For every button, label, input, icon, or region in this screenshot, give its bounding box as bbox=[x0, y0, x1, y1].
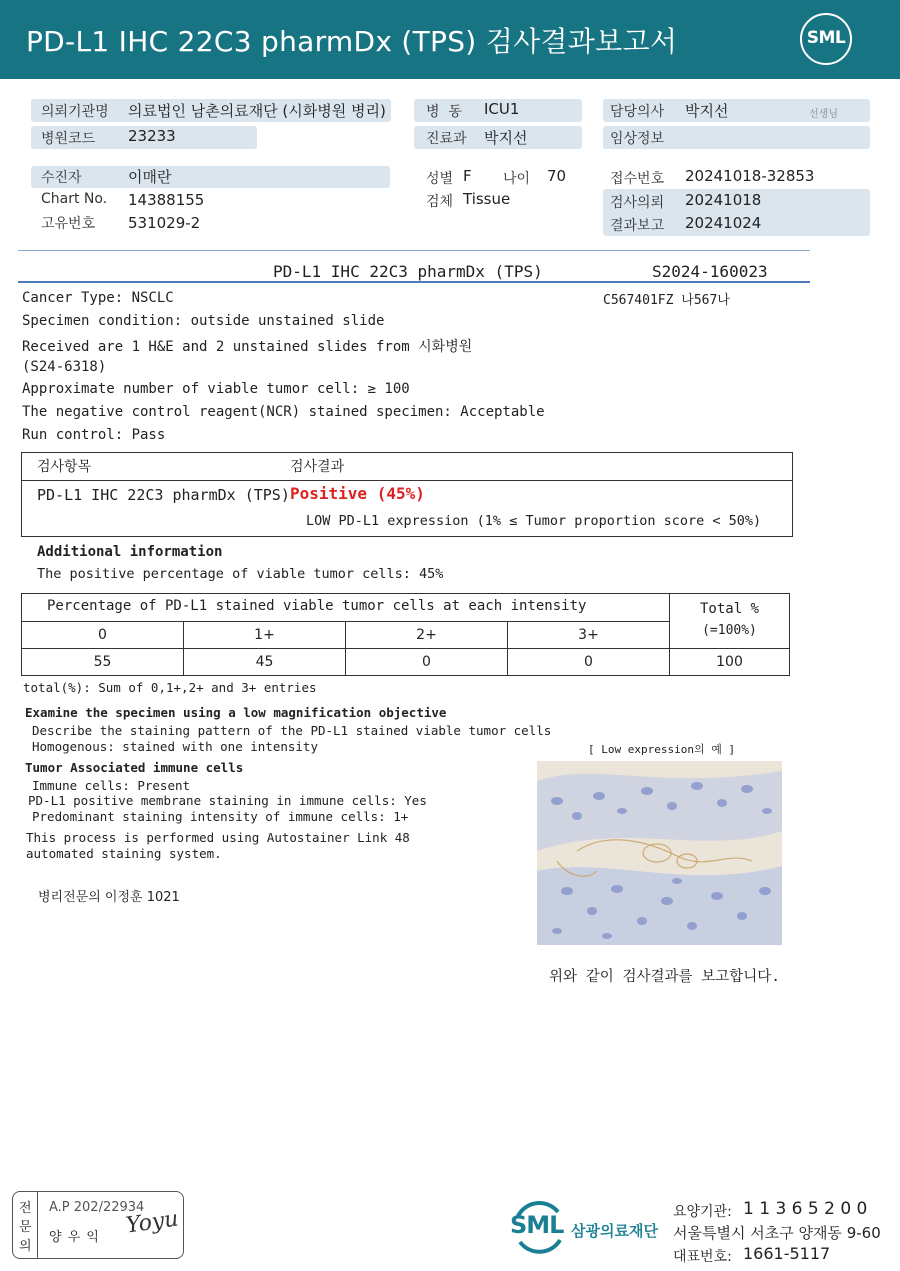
patient-label: 수진자 bbox=[41, 170, 82, 186]
report-line: The negative control reagent(NCR) stained specimen: Acceptable bbox=[22, 404, 545, 420]
title-rule-top bbox=[18, 250, 810, 251]
stamp-side-char: 의 bbox=[19, 1239, 32, 1254]
stamp-ap: A.P 202/22934 bbox=[49, 1200, 145, 1215]
intensity-col-header: 0 bbox=[21, 621, 184, 649]
report-date-value: 20241024 bbox=[685, 214, 762, 232]
footer-logo-text: SML bbox=[510, 1211, 564, 1239]
examine-line: Homogenous: stained with one intensity bbox=[32, 739, 318, 754]
code-right: C567401FZ 나567나 bbox=[603, 293, 730, 308]
signature: Yoyu bbox=[124, 1206, 180, 1239]
additional-title: Additional information bbox=[37, 544, 223, 560]
receipt-label: 접수번호 bbox=[610, 171, 665, 187]
report-line: (S24-6318) bbox=[22, 359, 107, 375]
doctor-suffix: 선생님 bbox=[809, 109, 838, 120]
sml-logo-text: SML bbox=[806, 28, 846, 48]
result-value: Positive (45%) bbox=[290, 484, 425, 503]
facility-code-label: 요양기관: bbox=[673, 1204, 732, 1220]
image-caption: [ Low expression의 예 ] bbox=[588, 743, 736, 756]
department-value: 박지선 bbox=[484, 129, 528, 147]
institution-label: 의뢰기관명 bbox=[41, 104, 109, 120]
result-box-divider bbox=[21, 480, 793, 481]
chart-value: 14388155 bbox=[128, 191, 205, 209]
stamp-divider bbox=[37, 1191, 38, 1259]
sml-logo bbox=[800, 13, 852, 65]
pathologist: 병리전문의 이정훈 1021 bbox=[38, 890, 180, 905]
ward-value: ICU1 bbox=[484, 100, 520, 118]
stamp-side-char: 문 bbox=[19, 1220, 32, 1235]
ward-label: 병 동 bbox=[426, 104, 462, 120]
report-line: Specimen condition: outside unstained slide bbox=[22, 313, 385, 329]
total-value-cell: 100 bbox=[669, 648, 790, 676]
id-label: 고유번호 bbox=[41, 216, 96, 232]
hospital-code-value: 23233 bbox=[128, 127, 176, 145]
immune-title: Tumor Associated immune cells bbox=[25, 760, 244, 775]
sex-label: 성별 bbox=[426, 171, 454, 187]
phone-value: 1661-5117 bbox=[743, 1244, 831, 1263]
title-rule-bottom bbox=[18, 281, 810, 283]
age-value: 70 bbox=[547, 167, 567, 185]
footer-sml-logo bbox=[510, 1198, 564, 1253]
report-line: Received are 1 H&E and 2 unstained slides from 시화병원 bbox=[22, 339, 473, 355]
immune-line: PD-L1 positive membrane staining in immune cells: Yes bbox=[28, 793, 427, 808]
total-note: total(%): Sum of 0,1+,2+ and 3+ entries bbox=[23, 680, 317, 695]
specimen-value: Tissue bbox=[463, 190, 511, 208]
immune-line: Predominant staining intensity of immune cells: 1+ bbox=[32, 809, 409, 824]
patient-value: 이매란 bbox=[128, 168, 172, 186]
intensity-value-cell: 0 bbox=[345, 648, 508, 676]
id-value: 531029-2 bbox=[128, 214, 201, 232]
address: 서울특별시 서초구 양재동 9-60 bbox=[673, 1224, 881, 1242]
patient-bar bbox=[31, 166, 390, 188]
ihc-stain-svg bbox=[537, 761, 782, 945]
department-label: 진료과 bbox=[426, 131, 467, 147]
intensity-col-header: 3+ bbox=[507, 621, 670, 649]
examine-line: Describe the staining pattern of the PD-L1 stained viable tumor cells bbox=[32, 723, 552, 738]
result-note: LOW PD-L1 expression (1% ≤ Tumor proportion score < 50%) bbox=[306, 513, 762, 529]
process-line: automated staining system. bbox=[26, 846, 222, 861]
report-line: Cancer Type: NSCLC bbox=[22, 290, 174, 306]
phone-label: 대표번호: bbox=[673, 1249, 732, 1265]
receipt-value: 20241018-32853 bbox=[685, 167, 815, 185]
intensity-header: Percentage of PD-L1 stained viable tumor cells at each intensity bbox=[47, 598, 587, 614]
org-name: 삼광의료재단 bbox=[571, 1222, 658, 1240]
request-value: 20241018 bbox=[685, 191, 762, 209]
total-header: Total % bbox=[699, 601, 759, 617]
closing-statement: 위와 같이 검사결과를 보고합니다. bbox=[549, 969, 781, 985]
total-sub: (=100%) bbox=[702, 623, 757, 638]
request-label: 검사의뢰 bbox=[610, 195, 665, 211]
hospital-code-label: 병원코드 bbox=[41, 131, 96, 147]
stamp-side-char: 전 bbox=[19, 1201, 32, 1216]
examine-title: Examine the specimen using a low magnification objective bbox=[25, 705, 447, 720]
doctor-value: 박지선 bbox=[685, 102, 729, 120]
intensity-col-header: 2+ bbox=[345, 621, 508, 649]
specimen-label: 검체 bbox=[426, 194, 454, 210]
report-test-title: PD-L1 IHC 22C3 pharmDx (TPS) bbox=[273, 262, 543, 281]
facility-code-value: 1 1 3 6 5 2 0 0 bbox=[743, 1199, 868, 1219]
accession-number: S2024-160023 bbox=[652, 262, 768, 281]
intensity-col-header: 1+ bbox=[183, 621, 346, 649]
intensity-value-cell: 45 bbox=[183, 648, 346, 676]
clinical-label: 임상정보 bbox=[610, 131, 665, 147]
report-line: Run control: Pass bbox=[22, 427, 166, 443]
additional-text: The positive percentage of viable tumor cells: 45% bbox=[37, 566, 444, 582]
age-label: 나이 bbox=[503, 171, 531, 187]
intensity-value-cell: 0 bbox=[507, 648, 670, 676]
report-title: PD-L1 IHC 22C3 pharmDx (TPS) 검사결과보고서 bbox=[26, 25, 678, 58]
stamp-name: 양 우 익 bbox=[49, 1230, 100, 1245]
doctor-label: 담당의사 bbox=[610, 104, 665, 120]
immune-line: Immune cells: Present bbox=[32, 778, 191, 793]
report-line: Approximate number of viable tumor cell: ≥ 100 bbox=[22, 381, 410, 397]
chart-label: Chart No. bbox=[41, 191, 108, 207]
institution-value: 의료법인 남촌의료재단 (시화병원 병리) bbox=[128, 102, 386, 120]
intensity-value-cell: 55 bbox=[21, 648, 184, 676]
result-header-result: 검사결과 bbox=[290, 459, 345, 475]
result-header-item: 검사항목 bbox=[37, 459, 92, 475]
report-date-label: 결과보고 bbox=[610, 218, 665, 234]
report-header bbox=[0, 0, 900, 79]
ihc-stain-image bbox=[537, 761, 782, 945]
result-item: PD-L1 IHC 22C3 pharmDx (TPS) bbox=[37, 486, 290, 504]
sex-value: F bbox=[463, 167, 472, 185]
process-line: This process is performed using Autostainer Link 48 bbox=[26, 830, 410, 845]
